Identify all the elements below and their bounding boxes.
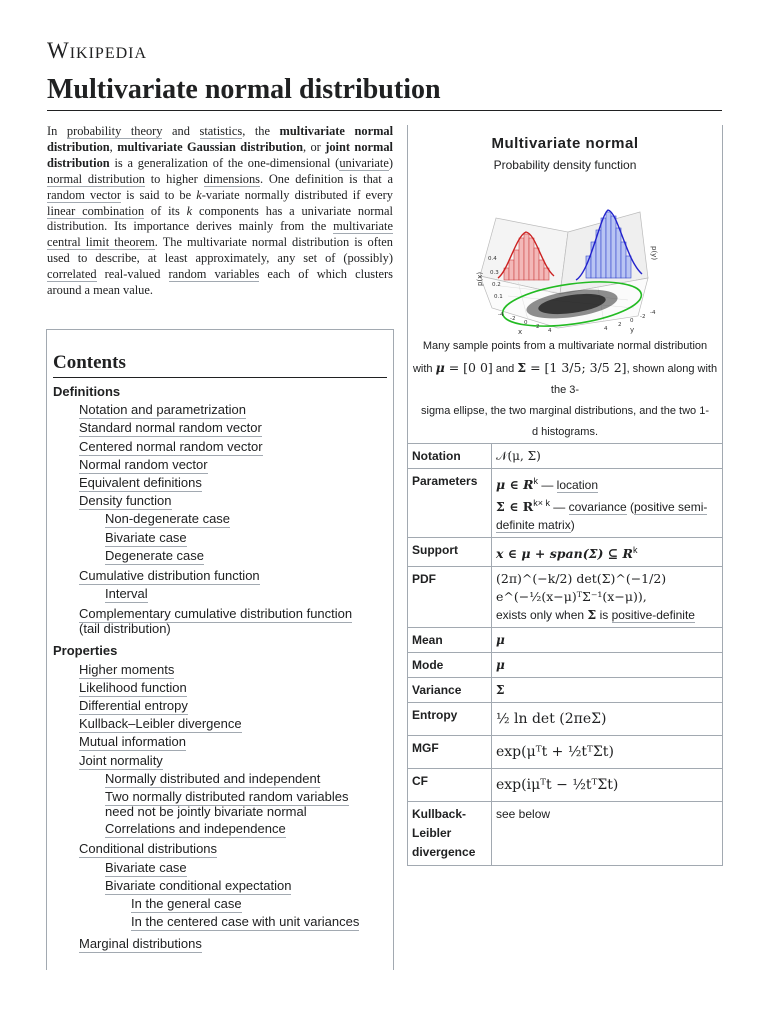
intro-text: of its [144,203,187,218]
toc-item[interactable] [105,586,148,601]
row-value: see below [492,802,723,866]
toc-item[interactable] [105,530,187,545]
intro-link[interactable]: random vector [47,187,121,202]
hist-bar [519,238,524,280]
axis-label-y: y [630,326,635,334]
toc-item[interactable] [79,606,352,636]
row-notation [408,444,722,469]
toc-item-label: Two normally distributed random variables [105,789,349,804]
mu-symbol: μ [435,360,445,375]
toc-item-label: Bivariate case [105,859,187,875]
density-plot-svg [408,176,722,336]
tick-label: 0.3 [490,270,499,276]
tick-label: 0 [524,320,528,326]
toc-item-label: Density function [79,493,172,509]
toc-item-label: Likelihood function [79,679,187,695]
toc-item-label: Mutual information [79,734,186,750]
intro-text: In [47,124,67,138]
intro-text: and [162,124,200,138]
param-location-symbol: μ ∈ R [496,477,534,492]
row-label: CF [408,769,492,802]
row-value: Σ [492,678,723,703]
pdf-sigma: Σ [587,607,597,622]
toc-item-label: Marginal distributions [79,936,202,952]
toc-item-label: Higher moments [79,661,175,677]
param-cov-symbol: Σ ∈ R [496,499,534,514]
toc-item[interactable] [79,716,242,731]
axis-label-py: p(y) [650,246,658,261]
toc-item[interactable] [131,896,242,911]
intro-italic: k [196,187,202,202]
intro-link[interactable]: multivariate central limit theorem [47,219,393,250]
caption-line-3: sigma ellipse, the two marginal distributions, and the two 1- [421,405,709,417]
support-formula: x ∈ μ + span(Σ) ⊆ R [496,546,633,561]
intro-text: , [109,139,118,154]
row-value [492,538,723,567]
toc-item[interactable] [105,548,204,563]
tick-label: 2 [618,322,622,328]
intro-text: components has a univariate normal distribution. Its importance derives mainly from the [47,203,393,234]
hist-bar [626,256,631,278]
tick-label: 0.4 [488,256,497,262]
row-label: Mean [408,628,492,653]
toc-item-label: Kullback–Leibler divergence [79,716,242,732]
row-parameters [408,469,722,538]
row-value [492,567,723,628]
hist-bar [534,248,539,280]
row-value: μ [492,628,723,653]
row-label: Entropy [408,703,492,736]
caption-line-1: Many sample points from a multivariate normal distribution [422,340,708,352]
support-exp: k [632,545,638,555]
toc-item[interactable] [105,771,320,786]
toc-item-label: Properties [53,643,118,659]
toc-item-label: Standard normal random vector [79,420,262,436]
hist-bar [606,212,611,278]
toc-item[interactable] [79,439,263,454]
tick-label: 0.1 [494,294,503,300]
intro-paragraph [47,124,393,299]
wikipedia-logo[interactable]: Wikipedia [47,38,148,63]
infobox-table [408,443,722,865]
param-dash: — [538,478,557,492]
intro-link[interactable]: random variables [168,267,260,282]
row-value: ½ ln det (2πeΣ) [492,703,723,736]
row-pdf [408,567,722,628]
toc-item-label: Joint normality [79,752,163,768]
row-value: μ [492,653,723,678]
intro-bold-term: multivariate normal distribution [47,124,394,154]
infobox-subtitle: Probability density function [493,158,637,172]
row-value: exp(μᵀt + ½tᵀΣt) [492,736,723,769]
hist-bar [529,238,534,280]
tick-label: -4 [498,312,504,318]
toc-item-label: Notation and parametrization [79,402,246,418]
pdf-note: exists only when [496,608,588,622]
toc-item[interactable] [79,475,202,490]
toc-title: Contents [53,352,126,373]
intro-text: real-valued [96,267,169,282]
hist-bar [611,216,616,278]
row-label: MGF [408,736,492,769]
toc-item-label: Differential entropy [79,698,188,713]
intro-bold-term: multivariate Gaussian distribution [117,139,303,154]
toc-item-label: Degenerate case [105,547,205,563]
row-label: Parameters [408,469,492,538]
tick-label: 0 [630,318,634,324]
toc-item[interactable] [79,420,262,435]
toc-item-label: In the general case [131,896,242,911]
intro-text: -variate normally distributed if every [201,187,394,202]
intro-text: to higher [144,171,204,186]
hist-bar [524,234,529,280]
location-link[interactable]: location [556,478,599,492]
tick-label: 2 [536,324,540,330]
toc-item-label: Normally distributed and independent [105,770,321,786]
caption-line-4: d histograms. [531,426,599,438]
toc-item[interactable] [105,878,291,893]
table-of-contents [46,329,394,970]
covariance-link[interactable]: covariance [568,500,627,514]
intro-text: . The multivariate normal distribution is often used to describe, at least approximately, any set of (possibly) [47,235,394,266]
caption-and: and [495,363,515,375]
hist-bar [509,260,514,280]
hist-bar [621,242,626,278]
intro-text: , the [242,124,280,138]
intro-link[interactable]: linear combination [47,203,145,218]
title-divider [47,110,722,111]
positive-definite-link[interactable]: positive-definite [611,608,695,622]
intro-text: is a generalization of the one-dimensional ( [109,155,340,170]
intro-link[interactable]: normal distribution [47,171,145,186]
toc-item-label: In the centered case with unit variances [131,914,360,930]
row-support [408,538,722,567]
row-value: exp(iμᵀt − ½tᵀΣt) [492,769,723,802]
toc-item-label: Centered normal random vector [79,438,263,454]
tick-label: 4 [604,326,608,332]
param-dash: — [549,500,569,514]
intro-link[interactable]: correlated [47,267,97,282]
row-label: Notation [408,444,492,469]
density-plot-image[interactable] [408,176,722,336]
infobox [407,125,723,866]
toc-section-heading[interactable] [53,643,117,658]
hist-bar [539,260,544,280]
tick-label: 0.2 [492,282,501,288]
toc-item[interactable] [79,698,188,713]
toc-item-label: Bivariate conditional expectation [105,877,292,893]
infobox-caption [408,336,722,443]
toc-item-label: Correlations and independence [105,821,286,837]
toc-item-label: Definitions [53,384,121,399]
row-mode [408,653,722,678]
param-paren: ) [570,518,575,532]
toc-item[interactable] [79,680,187,695]
toc-item[interactable] [79,841,217,856]
axis-label-px: p(x) [476,271,484,286]
toc-item[interactable] [105,860,187,875]
row-mean [408,628,722,653]
intro-italic: k [186,203,193,218]
row-entropy [408,703,722,736]
psd-matrix-link[interactable]: positive semi-definite matrix [496,500,708,532]
caption-shown: , shown along with the 3- [550,363,718,396]
intro-text: , or [302,139,326,154]
row-label: Kullback-Leibler divergence [408,802,492,866]
intro-link[interactable]: statistics [199,124,243,138]
pdf-note: is [596,608,612,622]
intro-text: ) [388,155,393,170]
intro-bold-term: joint normal distribution [47,139,393,170]
toc-item[interactable] [79,753,163,768]
intro-text: is said to be [120,187,197,202]
toc-item[interactable] [131,914,359,929]
intro-link[interactable]: dimensions [203,171,260,186]
toc-item[interactable] [105,511,230,526]
toc-item[interactable] [79,457,208,472]
row-kl-divergence [408,802,722,866]
tick-label: 4 [548,328,552,334]
toc-item[interactable] [79,662,174,677]
toc-item[interactable] [79,936,202,951]
page-title: Multivariate normal distribution [47,74,441,105]
row-label: Mode [408,653,492,678]
caption-line-2: with μ = [0 0] and Σ = [1 3/5; 3/5 2], shown along with the 3- [412,360,718,396]
toc-item[interactable] [105,821,286,836]
intro-text: each of which clusters around a mean value. [47,267,393,298]
tick-label: -2 [640,314,646,320]
toc-section-heading[interactable] [53,384,120,399]
row-value: 𝒩(μ, Σ) [492,444,723,469]
hist-bar [514,250,519,280]
toc-item-label-cont: (tail distribution) [79,621,171,637]
intro-link[interactable]: probability theory [66,124,163,138]
axis-label-x: x [518,328,523,336]
toc-item[interactable] [79,402,246,417]
tick-label: -4 [650,310,656,316]
toc-item[interactable] [105,789,349,819]
param-cov-exp: k× k [533,498,550,508]
row-mgf [408,736,722,769]
tick-label: -2 [510,316,516,322]
row-value [492,469,723,538]
toc-item-label: Normal random vector [79,456,208,472]
row-label: Support [408,538,492,567]
toc-item[interactable] [79,734,186,749]
hist-bar [601,218,606,278]
row-label: Variance [408,678,492,703]
toc-item-label: Bivariate case [105,529,187,545]
param-paren: ( [626,500,634,514]
toc-item-label: Conditional distributions [79,841,218,857]
toc-divider [53,377,387,378]
toc-item-label: Equivalent definitions [79,475,202,490]
intro-text: . One definition is that a [259,171,393,186]
row-cf [408,769,722,802]
toc-item[interactable] [79,568,260,583]
intro-link[interactable]: univariate [339,155,389,170]
row-label: PDF [408,567,492,628]
param-location-exp: k [533,476,538,486]
toc-item-label-cont: need not be jointly bivariate normal [105,804,307,819]
hist-bar [616,228,621,278]
caption-with: with [412,363,433,375]
pdf-formula: (2π)^(−k/2) det(Σ)^(−1/2) e^(−½(x−μ)ᵀΣ⁻¹(x−μ)), [496,571,667,604]
toc-item-label: Non-degenerate case [105,511,231,527]
toc-item[interactable] [79,493,172,508]
row-variance [408,678,722,703]
toc-item-label: Interval [105,586,148,602]
toc-item-label: Complementary cumulative distribution function [79,606,353,622]
toc-item-label: Cumulative distribution function [79,568,260,583]
infobox-title: Multivariate normal [491,135,639,152]
